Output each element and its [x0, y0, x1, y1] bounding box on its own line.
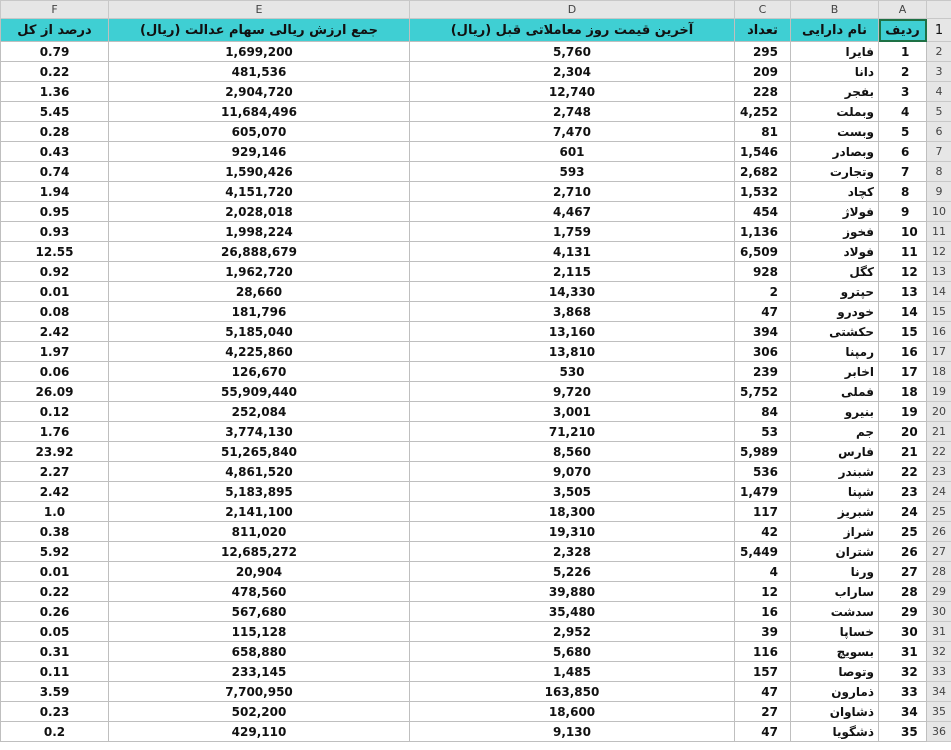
cell-last-price[interactable]: 8,560: [410, 442, 735, 462]
cell-percent[interactable]: 2.42: [1, 322, 109, 342]
cell-row-no[interactable]: 10: [879, 222, 927, 242]
row-number[interactable]: 1: [927, 19, 951, 42]
row-number[interactable]: 22: [927, 442, 951, 462]
row-number[interactable]: 36: [927, 722, 951, 742]
cell-row-no[interactable]: 24: [879, 502, 927, 522]
cell-asset-name[interactable]: حپترو: [791, 282, 879, 302]
table-row: [1, 602, 951, 622]
cell-percent[interactable]: 0.01: [1, 562, 109, 582]
cell-row-no[interactable]: 18: [879, 382, 927, 402]
cell-asset-name[interactable]: خساپا: [791, 622, 879, 642]
cell-percent[interactable]: 0.11: [1, 662, 109, 682]
cell-asset-name[interactable]: بنیرو: [791, 402, 879, 422]
cell-asset-name[interactable]: کچاد: [791, 182, 879, 202]
cell-percent[interactable]: 1.76: [1, 422, 109, 442]
cell-asset-name[interactable]: شپنا: [791, 482, 879, 502]
cell-total-value[interactable]: 1,998,224: [109, 222, 410, 242]
cell-asset-name[interactable]: شبریز: [791, 502, 879, 522]
cell-last-price[interactable]: 4,467: [410, 202, 735, 222]
table-row: [1, 382, 951, 402]
cell-count[interactable]: 1,136: [735, 222, 791, 242]
row-number[interactable]: 25: [927, 502, 951, 522]
table-row: [1, 282, 951, 302]
row-number[interactable]: 15: [927, 302, 951, 322]
cell-asset-name[interactable]: وبست: [791, 122, 879, 142]
cell-total-value[interactable]: 233,145: [109, 662, 410, 682]
table-row: [1, 502, 951, 522]
cell-row-no[interactable]: 32: [879, 662, 927, 682]
cell-count[interactable]: 239: [735, 362, 791, 382]
row-number[interactable]: 31: [927, 622, 951, 642]
row-number[interactable]: 20: [927, 402, 951, 422]
cell-total-value[interactable]: 11,684,496: [109, 102, 410, 122]
cell-total-value[interactable]: 51,265,840: [109, 442, 410, 462]
table-row: [1, 222, 951, 242]
cell-count[interactable]: 5,752: [735, 382, 791, 402]
cell-count[interactable]: 47: [735, 722, 791, 742]
cell-asset-name[interactable]: فولاد: [791, 242, 879, 262]
table-row: [1, 662, 951, 682]
cell-asset-name[interactable]: ذمارون: [791, 682, 879, 702]
cell-total-value[interactable]: 3,774,130: [109, 422, 410, 442]
cell-percent[interactable]: 0.06: [1, 362, 109, 382]
cell-total-value[interactable]: 4,861,520: [109, 462, 410, 482]
column-header-row: [1, 1, 951, 19]
cell-count[interactable]: 4: [735, 562, 791, 582]
cell-last-price[interactable]: 5,680: [410, 642, 735, 662]
cell-count[interactable]: 116: [735, 642, 791, 662]
cell-asset-name[interactable]: ساراب: [791, 582, 879, 602]
cell-count[interactable]: 2: [735, 282, 791, 302]
row-number[interactable]: 28: [927, 562, 951, 582]
cell-total-value[interactable]: 4,225,860: [109, 342, 410, 362]
cell-last-price[interactable]: 1,759: [410, 222, 735, 242]
cell-total-value[interactable]: 5,183,895: [109, 482, 410, 502]
cell-percent[interactable]: 5.92: [1, 542, 109, 562]
cell-total-value[interactable]: 26,888,679: [109, 242, 410, 262]
cell-count[interactable]: 53: [735, 422, 791, 442]
cell-count[interactable]: 209: [735, 62, 791, 82]
cell-last-price[interactable]: 14,330: [410, 282, 735, 302]
cell-total-value[interactable]: 1,699,200: [109, 42, 410, 62]
cell-last-price[interactable]: 9,070: [410, 462, 735, 482]
table-row: [1, 82, 951, 102]
row-number[interactable]: 34: [927, 682, 951, 702]
cell-row-no[interactable]: 6: [879, 142, 927, 162]
cell-asset-name[interactable]: وتجارت: [791, 162, 879, 182]
cell-percent[interactable]: 0.43: [1, 142, 109, 162]
cell-last-price[interactable]: 13,160: [410, 322, 735, 342]
cell-row-no[interactable]: 11: [879, 242, 927, 262]
row-number[interactable]: 10: [927, 202, 951, 222]
cell-percent[interactable]: 0.28: [1, 122, 109, 142]
cell-last-price[interactable]: 7,470: [410, 122, 735, 142]
cell-last-price[interactable]: 5,760: [410, 42, 735, 62]
cell-count[interactable]: 928: [735, 262, 791, 282]
header-row-no[interactable]: ردیف: [879, 19, 927, 42]
cell-last-price[interactable]: 12,740: [410, 82, 735, 102]
table-row: [1, 302, 951, 322]
cell-asset-name[interactable]: ذشاوان: [791, 702, 879, 722]
cell-total-value[interactable]: 4,151,720: [109, 182, 410, 202]
cell-row-no[interactable]: 28: [879, 582, 927, 602]
cell-last-price[interactable]: 593: [410, 162, 735, 182]
row-number[interactable]: 29: [927, 582, 951, 602]
cell-total-value[interactable]: 811,020: [109, 522, 410, 542]
cell-asset-name[interactable]: فارس: [791, 442, 879, 462]
cell-total-value[interactable]: 605,070: [109, 122, 410, 142]
cell-last-price[interactable]: 2,952: [410, 622, 735, 642]
cell-last-price[interactable]: 35,480: [410, 602, 735, 622]
row-number[interactable]: 30: [927, 602, 951, 622]
cell-percent[interactable]: 12.55: [1, 242, 109, 262]
table-row: [1, 522, 951, 542]
cell-total-value[interactable]: 115,128: [109, 622, 410, 642]
cell-last-price[interactable]: 3,505: [410, 482, 735, 502]
table-row: [1, 582, 951, 602]
cell-percent[interactable]: 2.27: [1, 462, 109, 482]
table-row: [1, 542, 951, 562]
cell-last-price[interactable]: 3,868: [410, 302, 735, 322]
cell-row-no[interactable]: 20: [879, 422, 927, 442]
table-row: [1, 442, 951, 462]
cell-count[interactable]: 117: [735, 502, 791, 522]
cell-total-value[interactable]: 502,200: [109, 702, 410, 722]
select-all-corner[interactable]: [927, 1, 951, 19]
cell-asset-name[interactable]: فایرا: [791, 42, 879, 62]
cell-last-price[interactable]: 13,810: [410, 342, 735, 362]
cell-asset-name[interactable]: جم: [791, 422, 879, 442]
cell-row-no[interactable]: 9: [879, 202, 927, 222]
column-header-c[interactable]: C: [735, 1, 791, 19]
cell-count[interactable]: 536: [735, 462, 791, 482]
cell-count[interactable]: 1,532: [735, 182, 791, 202]
cell-percent[interactable]: 0.26: [1, 602, 109, 622]
cell-last-price[interactable]: 18,300: [410, 502, 735, 522]
table-row: [1, 362, 951, 382]
row-number[interactable]: 6: [927, 122, 951, 142]
cell-asset-name[interactable]: شبندر: [791, 462, 879, 482]
cell-asset-name[interactable]: شراز: [791, 522, 879, 542]
cell-last-price[interactable]: 2,328: [410, 542, 735, 562]
cell-count[interactable]: 12: [735, 582, 791, 602]
row-number[interactable]: 35: [927, 702, 951, 722]
table-row: [1, 202, 951, 222]
row-number[interactable]: 26: [927, 522, 951, 542]
cell-percent[interactable]: 1.36: [1, 82, 109, 102]
cell-total-value[interactable]: 429,110: [109, 722, 410, 742]
cell-count[interactable]: 394: [735, 322, 791, 342]
cell-row-no[interactable]: 26: [879, 542, 927, 562]
cell-total-value[interactable]: 1,590,426: [109, 162, 410, 182]
cell-count[interactable]: 39: [735, 622, 791, 642]
cell-count[interactable]: 81: [735, 122, 791, 142]
cell-percent[interactable]: 0.92: [1, 262, 109, 282]
cell-count[interactable]: 1,546: [735, 142, 791, 162]
cell-percent[interactable]: 0.22: [1, 582, 109, 602]
table-row: [1, 642, 951, 662]
row-number[interactable]: 23: [927, 462, 951, 482]
table-row: [1, 62, 951, 82]
row-number[interactable]: 4: [927, 82, 951, 102]
column-header-d[interactable]: D: [410, 1, 735, 19]
cell-last-price[interactable]: 3,001: [410, 402, 735, 422]
table-row: [1, 622, 951, 642]
cell-total-value[interactable]: 5,185,040: [109, 322, 410, 342]
cell-last-price[interactable]: 2,710: [410, 182, 735, 202]
column-header-f[interactable]: F: [1, 1, 109, 19]
cell-asset-name[interactable]: شتران: [791, 542, 879, 562]
cell-asset-name[interactable]: بفجر: [791, 82, 879, 102]
cell-percent[interactable]: 0.05: [1, 622, 109, 642]
cell-percent[interactable]: 26.09: [1, 382, 109, 402]
table-row: [1, 402, 951, 422]
row-number[interactable]: 2: [927, 42, 951, 62]
cell-total-value[interactable]: 55,909,440: [109, 382, 410, 402]
cell-asset-name[interactable]: فخوز: [791, 222, 879, 242]
cell-last-price[interactable]: 601: [410, 142, 735, 162]
row-number[interactable]: 16: [927, 322, 951, 342]
cell-count[interactable]: 27: [735, 702, 791, 722]
column-header-e[interactable]: E: [109, 1, 410, 19]
cell-percent[interactable]: 0.93: [1, 222, 109, 242]
cell-row-no[interactable]: 12: [879, 262, 927, 282]
cell-percent[interactable]: 0.08: [1, 302, 109, 322]
cell-total-value[interactable]: 478,560: [109, 582, 410, 602]
cell-percent[interactable]: 1.94: [1, 182, 109, 202]
cell-percent[interactable]: 0.38: [1, 522, 109, 542]
header-count[interactable]: تعداد: [735, 19, 791, 42]
cell-row-no[interactable]: 19: [879, 402, 927, 422]
cell-asset-name[interactable]: ذشگویا: [791, 722, 879, 742]
cell-last-price[interactable]: 2,115: [410, 262, 735, 282]
cell-row-no[interactable]: 22: [879, 462, 927, 482]
cell-row-no[interactable]: 5: [879, 122, 927, 142]
cell-last-price[interactable]: 9,720: [410, 382, 735, 402]
table-row: [1, 722, 951, 742]
cell-last-price[interactable]: 5,226: [410, 562, 735, 582]
table-row: [1, 122, 951, 142]
row-number[interactable]: 21: [927, 422, 951, 442]
cell-percent[interactable]: 1.0: [1, 502, 109, 522]
cell-total-value[interactable]: 28,660: [109, 282, 410, 302]
table-row: [1, 142, 951, 162]
column-header-b[interactable]: B: [791, 1, 879, 19]
cell-total-value[interactable]: 481,536: [109, 62, 410, 82]
row-number[interactable]: 9: [927, 182, 951, 202]
cell-row-no[interactable]: 30: [879, 622, 927, 642]
cell-asset-name[interactable]: فملی: [791, 382, 879, 402]
cell-count[interactable]: 295: [735, 42, 791, 62]
cell-count[interactable]: 5,449: [735, 542, 791, 562]
cell-asset-name[interactable]: کگل: [791, 262, 879, 282]
row-number[interactable]: 11: [927, 222, 951, 242]
cell-count[interactable]: 157: [735, 662, 791, 682]
cell-asset-name[interactable]: وبصادر: [791, 142, 879, 162]
cell-asset-name[interactable]: رمپنا: [791, 342, 879, 362]
cell-percent[interactable]: 0.22: [1, 62, 109, 82]
row-number[interactable]: 8: [927, 162, 951, 182]
cell-count[interactable]: 6,509: [735, 242, 791, 262]
cell-row-no[interactable]: 3: [879, 82, 927, 102]
cell-asset-name[interactable]: فولاژ: [791, 202, 879, 222]
cell-row-no[interactable]: 1: [879, 42, 927, 62]
table-row: [1, 162, 951, 182]
cell-last-price[interactable]: 163,850: [410, 682, 735, 702]
cell-percent[interactable]: 0.74: [1, 162, 109, 182]
cell-asset-name[interactable]: خودرو: [791, 302, 879, 322]
cell-total-value[interactable]: 1,962,720: [109, 262, 410, 282]
table-row: [1, 262, 951, 282]
cell-total-value[interactable]: 12,685,272: [109, 542, 410, 562]
cell-total-value[interactable]: 929,146: [109, 142, 410, 162]
cell-percent[interactable]: 0.12: [1, 402, 109, 422]
cell-percent[interactable]: 5.45: [1, 102, 109, 122]
cell-percent[interactable]: 0.2: [1, 722, 109, 742]
header-asset-name[interactable]: نام دارایی: [791, 19, 879, 42]
cell-count[interactable]: 42: [735, 522, 791, 542]
table-row: [1, 482, 951, 502]
cell-count[interactable]: 228: [735, 82, 791, 102]
table-row: [1, 702, 951, 722]
cell-count[interactable]: 2,682: [735, 162, 791, 182]
cell-asset-name[interactable]: حکشتی: [791, 322, 879, 342]
cell-total-value[interactable]: 2,904,720: [109, 82, 410, 102]
table-row: [1, 682, 951, 702]
cell-last-price[interactable]: 530: [410, 362, 735, 382]
cell-percent[interactable]: 23.92: [1, 442, 109, 462]
cell-last-price[interactable]: 39,880: [410, 582, 735, 602]
row-number[interactable]: 19: [927, 382, 951, 402]
cell-total-value[interactable]: 126,670: [109, 362, 410, 382]
cell-row-no[interactable]: 25: [879, 522, 927, 542]
cell-percent[interactable]: 0.31: [1, 642, 109, 662]
cell-total-value[interactable]: 7,700,950: [109, 682, 410, 702]
cell-row-no[interactable]: 27: [879, 562, 927, 582]
row-number[interactable]: 13: [927, 262, 951, 282]
cell-row-no[interactable]: 7: [879, 162, 927, 182]
column-header-a[interactable]: A: [879, 1, 927, 19]
cell-row-no[interactable]: 13: [879, 282, 927, 302]
cell-row-no[interactable]: 29: [879, 602, 927, 622]
cell-row-no[interactable]: 4: [879, 102, 927, 122]
cell-count[interactable]: 4,252: [735, 102, 791, 122]
table-row: [1, 562, 951, 582]
cell-percent[interactable]: 0.23: [1, 702, 109, 722]
row-number[interactable]: 27: [927, 542, 951, 562]
cell-last-price[interactable]: 4,131: [410, 242, 735, 262]
table-row: [1, 422, 951, 442]
table-row: [1, 42, 951, 62]
row-number[interactable]: 24: [927, 482, 951, 502]
cell-row-no[interactable]: 15: [879, 322, 927, 342]
cell-row-no[interactable]: 35: [879, 722, 927, 742]
cell-count[interactable]: 47: [735, 682, 791, 702]
cell-percent[interactable]: 0.79: [1, 42, 109, 62]
row-number[interactable]: 5: [927, 102, 951, 122]
cell-row-no[interactable]: 16: [879, 342, 927, 362]
cell-row-no[interactable]: 8: [879, 182, 927, 202]
cell-last-price[interactable]: 9,130: [410, 722, 735, 742]
cell-percent[interactable]: 1.97: [1, 342, 109, 362]
table-row: [1, 322, 951, 342]
cell-total-value[interactable]: 20,904: [109, 562, 410, 582]
cell-count[interactable]: 47: [735, 302, 791, 322]
cell-asset-name[interactable]: دانا: [791, 62, 879, 82]
header-percent[interactable]: درصد از کل: [1, 19, 109, 42]
row-number[interactable]: 33: [927, 662, 951, 682]
row-number[interactable]: 17: [927, 342, 951, 362]
cell-percent[interactable]: 0.95: [1, 202, 109, 222]
cell-last-price[interactable]: 19,310: [410, 522, 735, 542]
cell-last-price[interactable]: 2,304: [410, 62, 735, 82]
cell-percent[interactable]: 3.59: [1, 682, 109, 702]
cell-percent[interactable]: 2.42: [1, 482, 109, 502]
cell-asset-name[interactable]: وبملت: [791, 102, 879, 122]
cell-row-no[interactable]: 23: [879, 482, 927, 502]
cell-last-price[interactable]: 1,485: [410, 662, 735, 682]
cell-count[interactable]: 84: [735, 402, 791, 422]
cell-row-no[interactable]: 2: [879, 62, 927, 82]
header-total-value[interactable]: جمع ارزش ریالی سهام عدالت (ریال): [109, 19, 410, 42]
cell-total-value[interactable]: 2,028,018: [109, 202, 410, 222]
cell-asset-name[interactable]: وتوصا: [791, 662, 879, 682]
cell-row-no[interactable]: 33: [879, 682, 927, 702]
cell-last-price[interactable]: 2,748: [410, 102, 735, 122]
cell-row-no[interactable]: 34: [879, 702, 927, 722]
cell-asset-name[interactable]: ورنا: [791, 562, 879, 582]
cell-row-no[interactable]: 21: [879, 442, 927, 462]
cell-total-value[interactable]: 252,084: [109, 402, 410, 422]
table-row: [1, 462, 951, 482]
row-number[interactable]: 14: [927, 282, 951, 302]
cell-total-value[interactable]: 658,880: [109, 642, 410, 662]
row-number[interactable]: 12: [927, 242, 951, 262]
cell-asset-name[interactable]: سدشت: [791, 602, 879, 622]
cell-asset-name[interactable]: بسویچ: [791, 642, 879, 662]
cell-count[interactable]: 1,479: [735, 482, 791, 502]
table-row: [1, 182, 951, 202]
cell-percent[interactable]: 0.01: [1, 282, 109, 302]
cell-asset-name[interactable]: اخابر: [791, 362, 879, 382]
row-number[interactable]: 32: [927, 642, 951, 662]
cell-row-no[interactable]: 14: [879, 302, 927, 322]
table-row: [1, 102, 951, 122]
header-last-price[interactable]: آخرین قیمت روز معاملاتی قبل (ریال): [410, 19, 735, 42]
cell-last-price[interactable]: 71,210: [410, 422, 735, 442]
table-row: [1, 342, 951, 362]
cell-count[interactable]: 306: [735, 342, 791, 362]
cell-row-no[interactable]: 17: [879, 362, 927, 382]
cell-last-price[interactable]: 18,600: [410, 702, 735, 722]
cell-count[interactable]: 454: [735, 202, 791, 222]
cell-total-value[interactable]: 567,680: [109, 602, 410, 622]
table-row: [1, 242, 951, 262]
cell-total-value[interactable]: 2,141,100: [109, 502, 410, 522]
row-number[interactable]: 3: [927, 62, 951, 82]
cell-count[interactable]: 5,989: [735, 442, 791, 462]
cell-total-value[interactable]: 181,796: [109, 302, 410, 322]
cell-row-no[interactable]: 31: [879, 642, 927, 662]
row-number[interactable]: 7: [927, 142, 951, 162]
row-number[interactable]: 18: [927, 362, 951, 382]
cell-count[interactable]: 16: [735, 602, 791, 622]
table-header-row: [1, 19, 951, 42]
